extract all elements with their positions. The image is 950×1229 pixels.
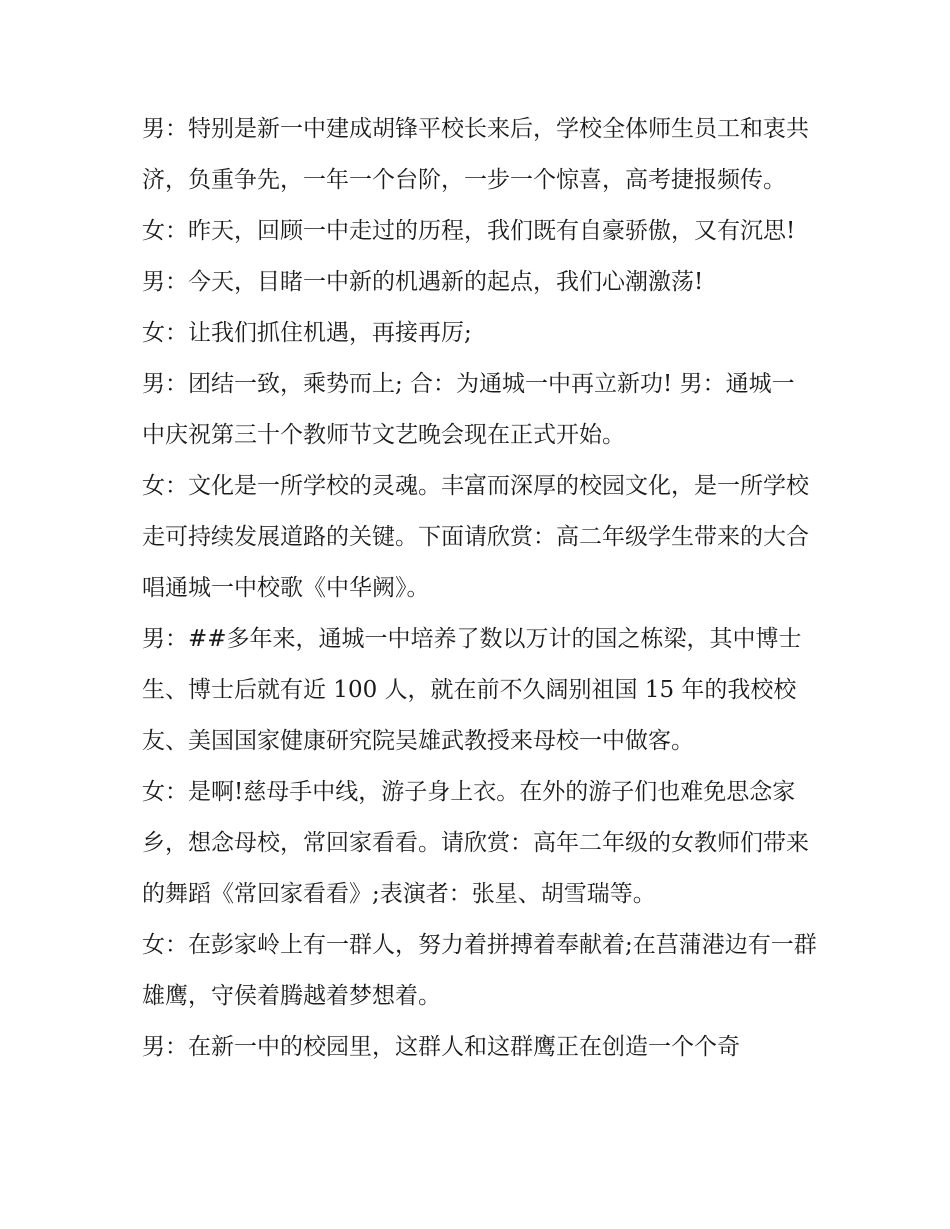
paragraph: 女：在彭家岭上有一群人，努力着拼搏着奉献着;在莒蒲港边有一群雄鹰，守侯着腾越着梦想着。 bbox=[142, 932, 817, 1009]
paragraph: 女：文化是一所学校的灵魂。丰富而深厚的校园文化，是一所学校走可持续发展道路的关键。下面请欣赏：高二年级学生带来的大合唱通城一中校歌《中华阙》。 bbox=[142, 473, 809, 601]
paragraph: 男：团结一致，乘势而上; 合：为通城一中再立新功! 男：通城一中庆祝第三十个教师节文艺晚会现在正式开始。 bbox=[142, 371, 795, 448]
document-body bbox=[142, 104, 817, 1073]
paragraph: 男：##多年来，通城一中培养了数以万计的国之栋梁，其中博士生、博士后就有近 100 人，就在前不久阔别祖国 15 年的我校校友、美国国家健康研究院吴雄武教授来母校一中做客。 bbox=[142, 626, 802, 754]
paragraph: 女：让我们抓住机遇，再接再厉; bbox=[142, 320, 472, 346]
paragraph: 女：是啊!慈母手中线，游子身上衣。在外的游子们也难免思念家乡，想念母校，常回家看看。请欣赏：高年二年级的女教师们带来的舞蹈《常回家看看》;表演者：张星、胡雪瑞等。 bbox=[142, 779, 809, 907]
paragraph: 男：在新一中的校园里，这群人和这群鹰正在创造一个个奇 bbox=[142, 1034, 740, 1060]
paragraph: 男：特别是新一中建成胡锋平校长来后，学校全体师生员工和衷共济，负重争先，一年一个台阶，一步一个惊喜，高考捷报频传。 bbox=[142, 116, 809, 193]
paragraph: 女：昨天，回顾一中走过的历程，我们既有自豪骄傲，又有沉思! 男：今天，目睹一中新的机遇新的起点，我们心潮激荡! bbox=[142, 218, 796, 295]
